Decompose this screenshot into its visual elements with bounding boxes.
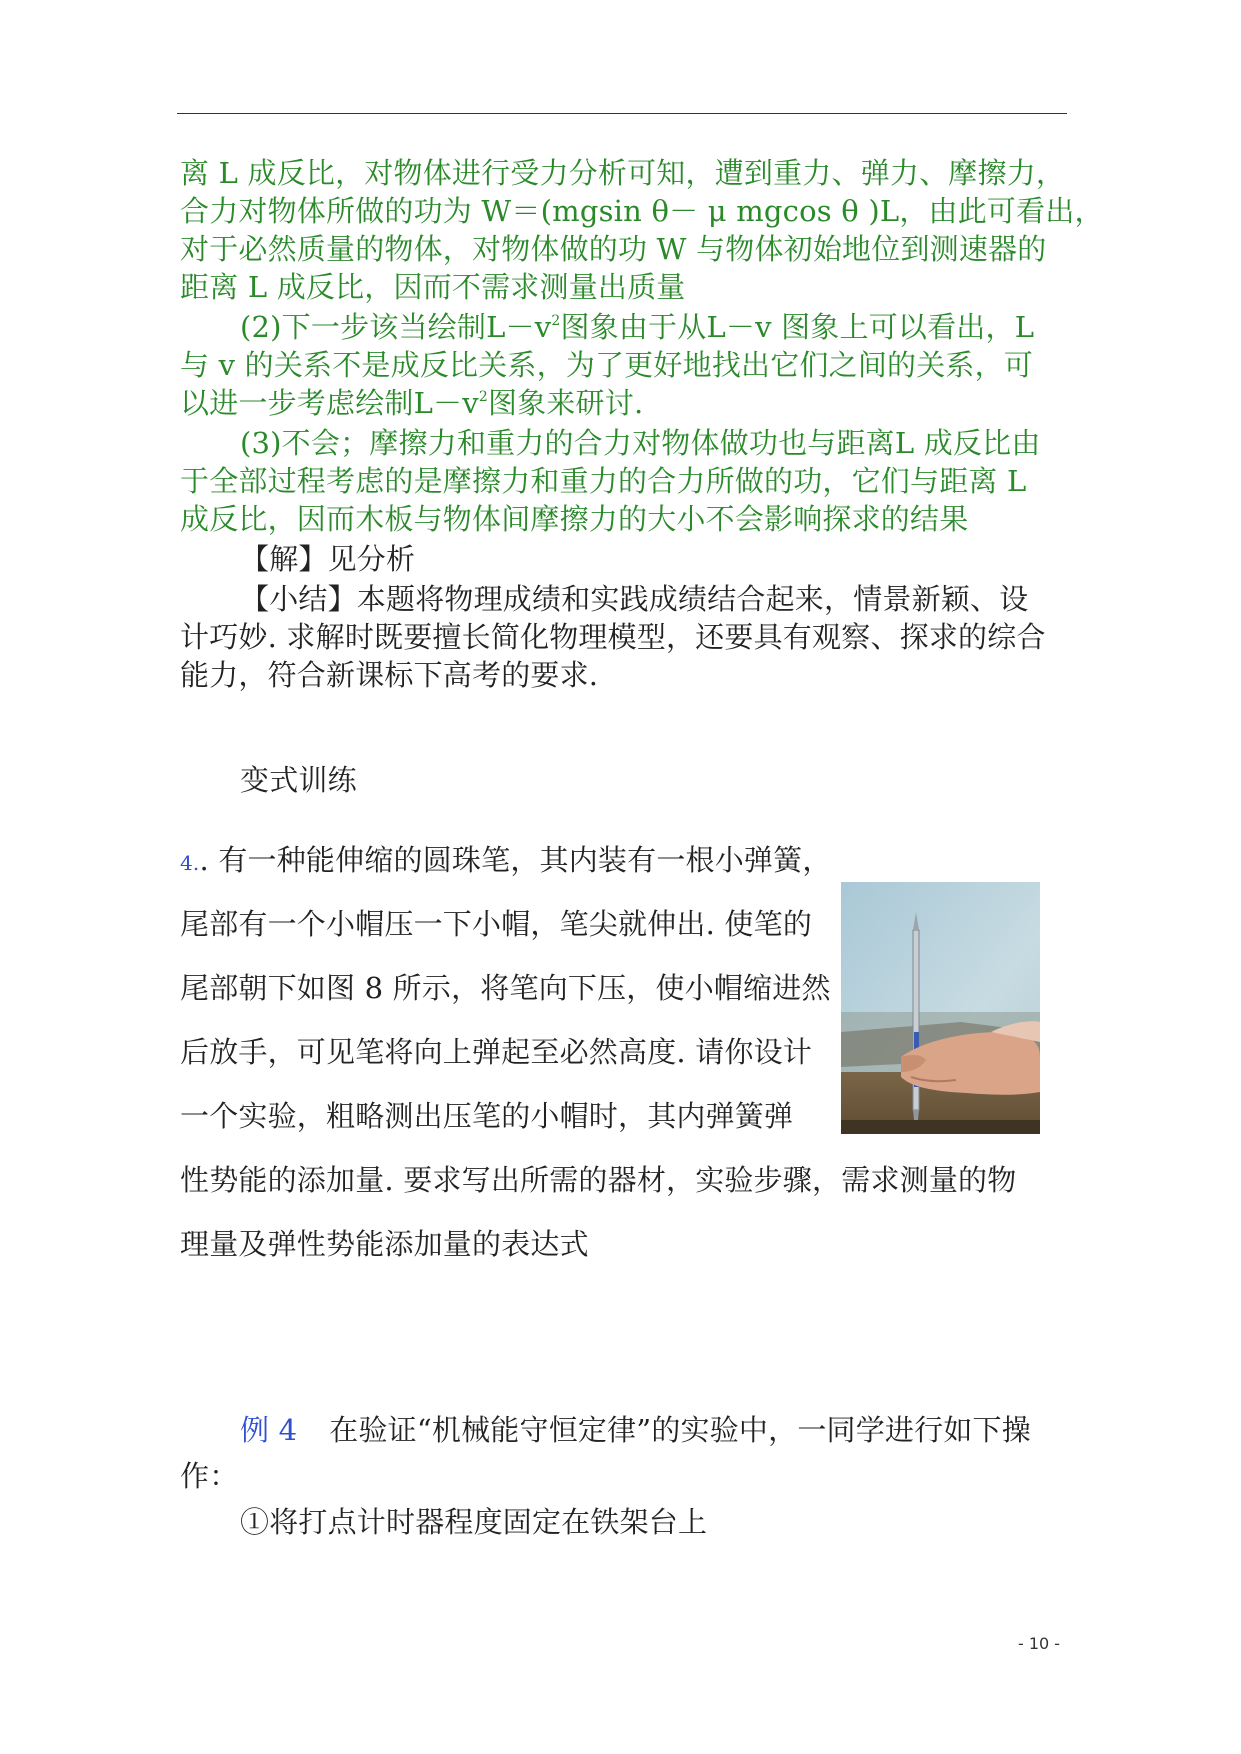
analysis-part3-line-2: 于全部过程考虑的是摩擦力和重力的合力所做的功，它们与距离 L — [180, 464, 1027, 498]
example-text-1: 在验证“机械能守恒定律”的实验中，一同学进行如下操 — [329, 1413, 1031, 1447]
summary-line-1: 【小结】本题将物理成绩和实践成绩结合起来，情景新颖、设 — [240, 582, 1029, 616]
example-step-1: ①将打点计时器程度固定在铁架台上 — [240, 1505, 708, 1539]
part2-text-b: 图象由于从L－v 图象上可以看出，L — [560, 310, 1035, 344]
example-label: 例 4 — [240, 1413, 298, 1447]
analysis-part2-line-2: 与 v 的关系不是成反比关系，为了更好地找出它们之间的关系，可 — [180, 348, 1034, 382]
example-line-1 — [240, 1413, 1031, 1447]
question-line-6: 性势能的添加量. 要求写出所需的器材，实验步骤，需求测量的物 — [180, 1163, 1017, 1197]
summary-line-3: 能力，符合新课标下高考的要求. — [180, 658, 599, 692]
question-line-7: 理量及弹性势能添加量的表达式 — [180, 1227, 589, 1261]
training-heading: 变式训练 — [240, 763, 357, 797]
analysis-part3-line-1: (3)不会；摩擦力和重力的合力对物体做功也与距离L 成反比由 — [240, 426, 1041, 460]
example-line-2: 作： — [180, 1459, 239, 1493]
summary-line-2: 计巧妙. 求解时既要擅长简化物理模型，还要具有观察、探求的综合 — [180, 620, 1046, 654]
pen-photo — [841, 882, 1040, 1134]
question-number: 4. — [180, 851, 200, 875]
superscript-2: 2 — [551, 313, 561, 329]
analysis-line-3: 对于必然质量的物体，对物体做的功 W 与物体初始地位到测速器的 — [180, 232, 1047, 266]
part2-text-a: (2)下一步该当绘制L－v — [240, 310, 552, 344]
analysis-part3-line-3: 成反比，因而木板与物体间摩擦力的大小不会影响探求的结果 — [180, 502, 969, 536]
question-line-4: 后放手，可见笔将向上弹起至必然高度. 请你设计 — [180, 1035, 813, 1069]
part2-line3-text-a: 以进一步考虑绘制L－v — [180, 386, 479, 420]
superscript-2: 2 — [478, 389, 488, 405]
question-line-5: 一个实验，粗略测出压笔的小帽时，其内弹簧弹 — [180, 1099, 794, 1133]
question-line-2: 尾部有一个小帽压一下小帽，笔尖就伸出. 使笔的 — [180, 907, 813, 941]
header-rule — [177, 113, 1067, 114]
page-number: - 10 - — [1018, 1634, 1061, 1653]
question-line-1 — [180, 843, 832, 880]
answer-line: 【解】见分析 — [240, 542, 416, 576]
analysis-part2-line-1 — [240, 310, 1034, 344]
analysis-line-1: 离 L 成反比，对物体进行受力分析可知，遭到重力、弹力、摩擦力， — [180, 156, 1066, 190]
part2-line3-text-b: 图象来研讨. — [487, 386, 644, 420]
analysis-line-2: 合力对物体所做的功为 W＝(mgsin θ－ μ mgcos θ )L，由此可看出， — [180, 194, 1104, 228]
analysis-part2-line-3 — [180, 386, 643, 420]
question-line-3: 尾部朝下如图 8 所示，将笔向下压，使小帽缩进然 — [180, 971, 831, 1005]
analysis-line-4: 距离 L 成反比，因而不需求测量出质量 — [180, 270, 686, 304]
question-text-1: . 有一种能伸缩的圆珠笔，其内装有一根小弹簧， — [199, 843, 832, 877]
